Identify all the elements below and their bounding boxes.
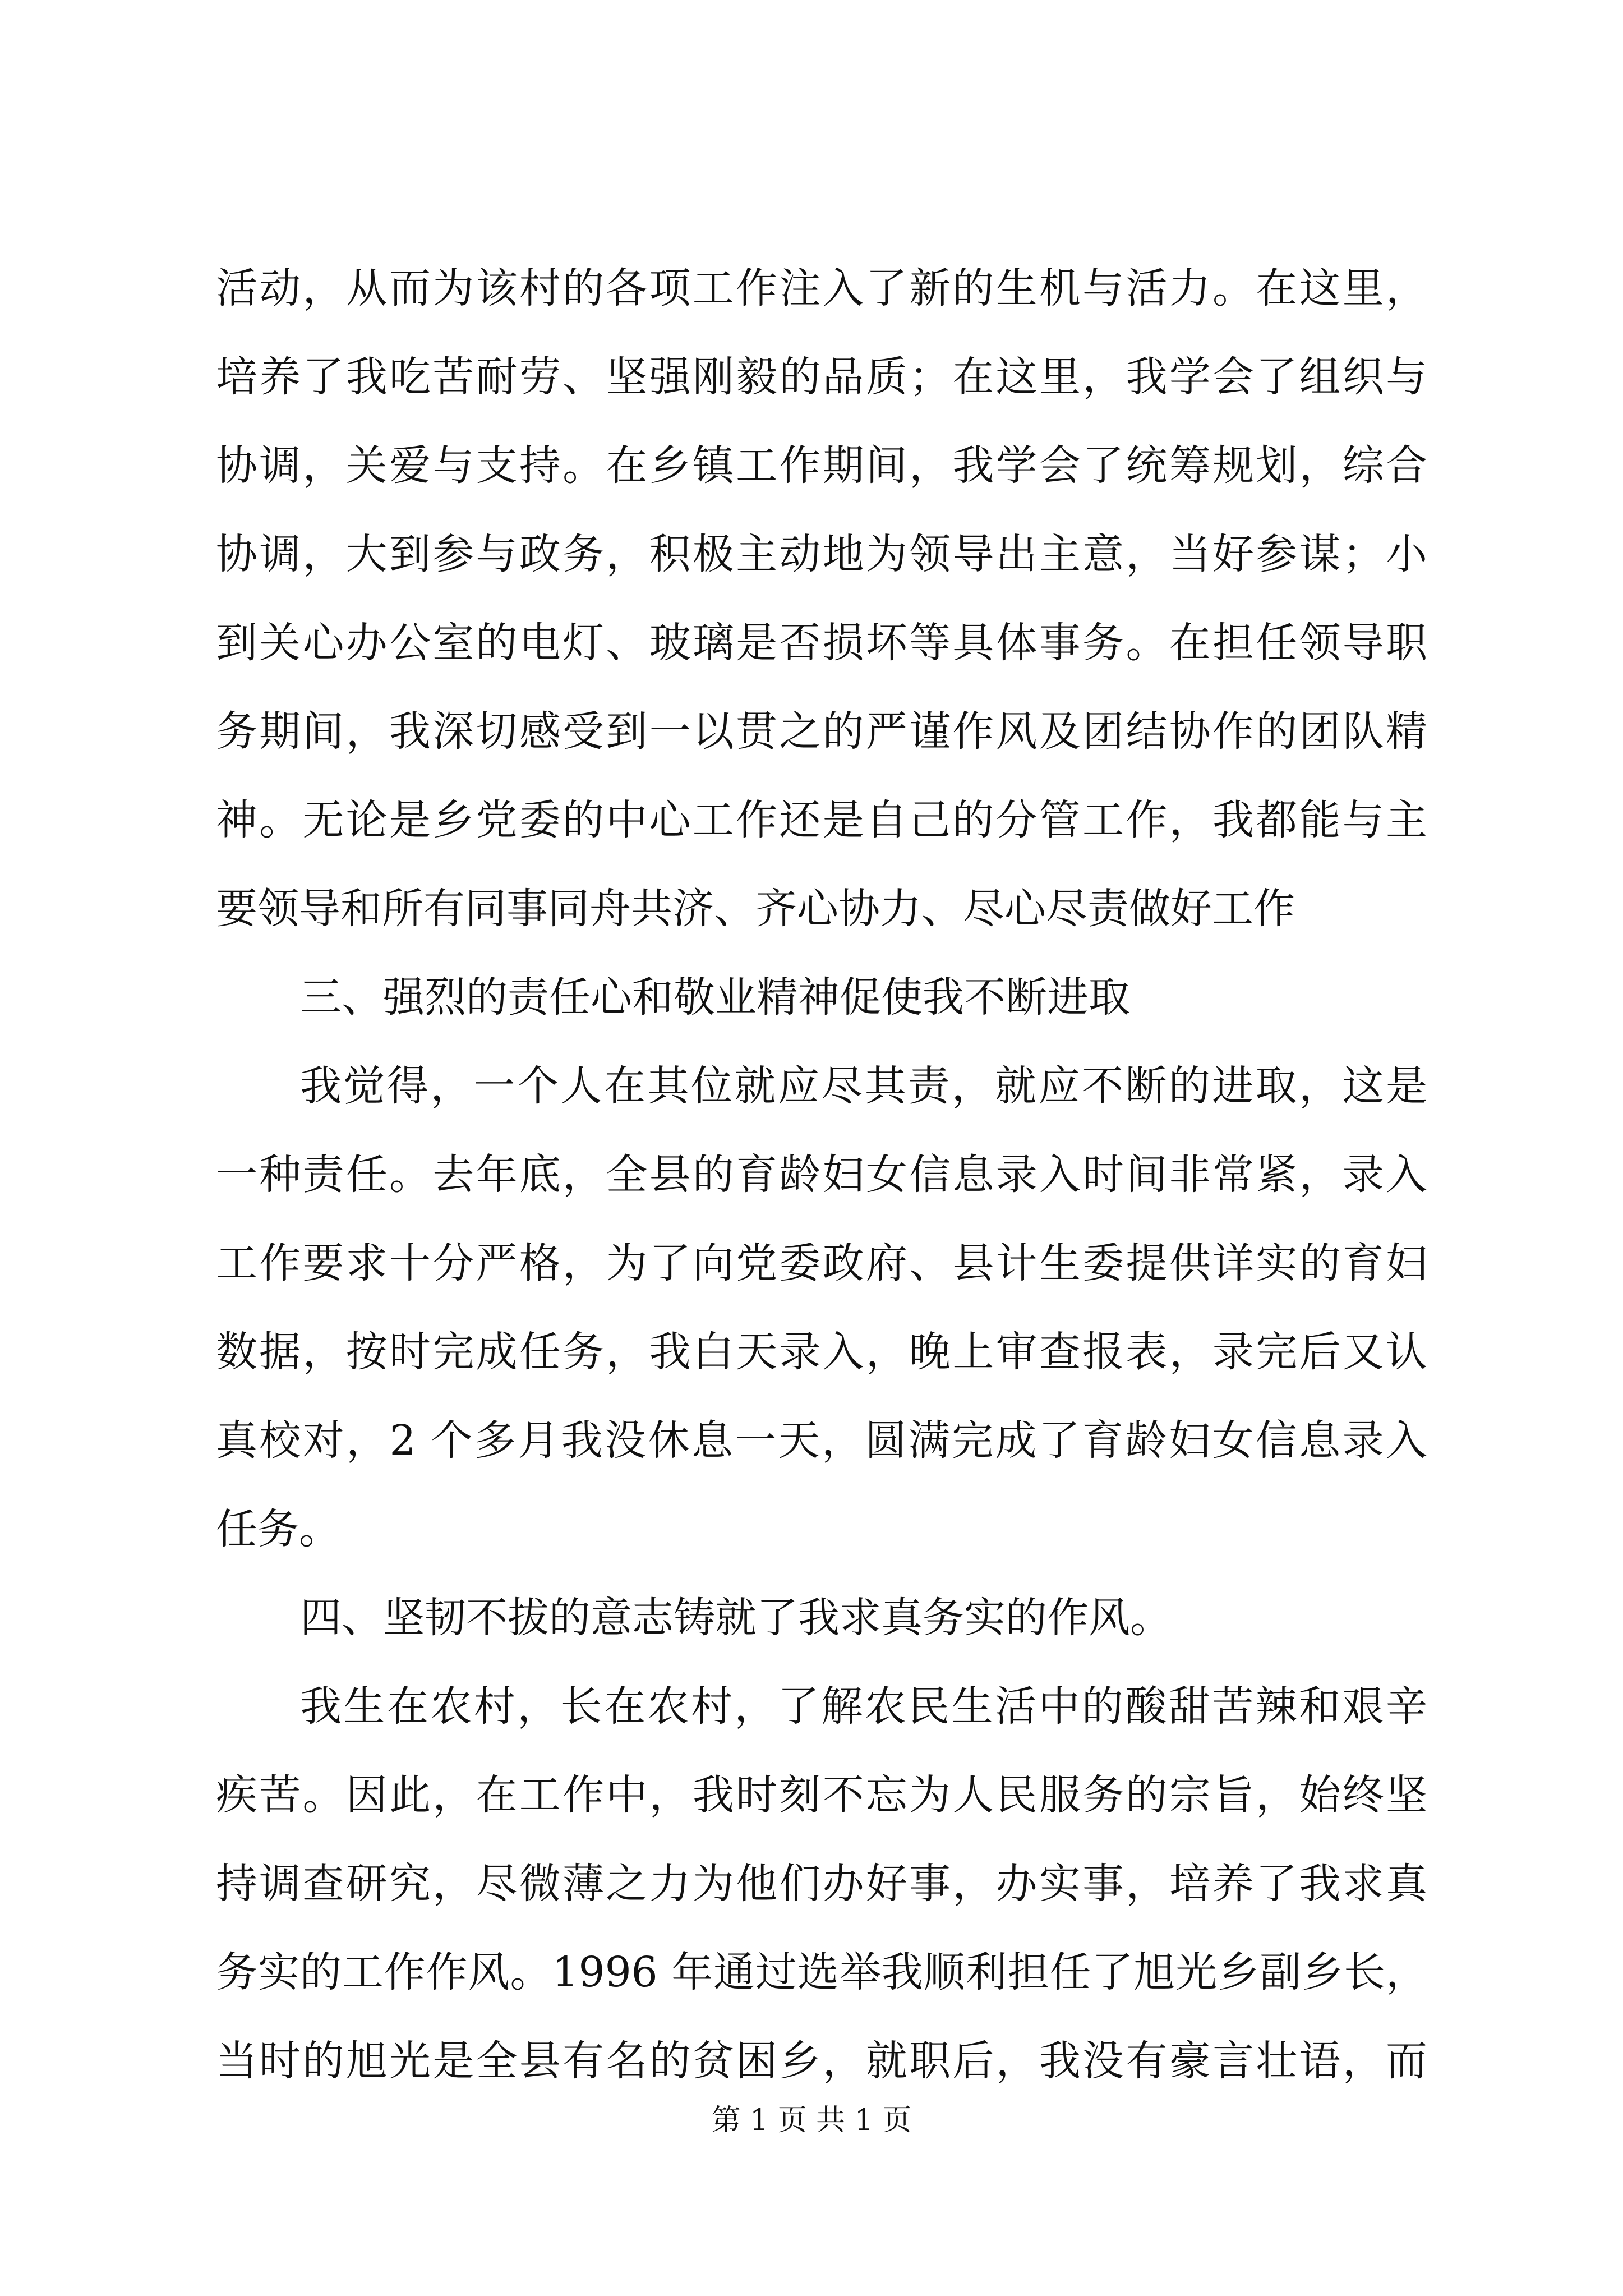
body-line: 协调，大到参与政务，积极主动地为领导出主意，当好参谋；小: [216, 530, 1427, 578]
body-line: 工作要求十分严格，为了向党委政府、县计生委提供详实的育妇: [216, 1239, 1427, 1287]
body-line: 疾苦。因此，在工作中，我时刻不忘为人民服务的宗旨，始终坚: [216, 1771, 1427, 1819]
body-line: 当时的旭光是全县有名的贫困乡，就职后，我没有豪言壮语，而: [216, 2037, 1427, 2085]
document-body: [216, 244, 1427, 2105]
body-line: 我觉得，一个人在其位就应尽其责，就应不断的进取，这是: [300, 1062, 1427, 1110]
section-heading: 三、强烈的责任心和敬业精神促使我不断进取: [300, 973, 1130, 1022]
body-line: 一种责任。去年底，全县的育龄妇女信息录入时间非常紧，录入: [216, 1151, 1427, 1199]
body-line: 我生在农村，长在农村，了解农民生活中的酸甜苦辣和艰辛: [300, 1682, 1427, 1731]
section-heading: 四、坚韧不拔的意志铸就了我求真务实的作风。: [300, 1594, 1172, 1642]
body-line: 数据，按时完成任务，我白天录入，晚上审查报表，录完后又认: [216, 1328, 1427, 1376]
body-line: 培养了我吃苦耐劳、坚强刚毅的品质；在这里，我学会了组织与: [216, 353, 1427, 401]
body-line: 务实的工作作风。1996 年通过选举我顺利担任了旭光乡副乡长，: [216, 1948, 1427, 1996]
body-line: 持调查研究，尽微薄之力为他们办好事，办实事，培养了我求真: [216, 1860, 1427, 1908]
body-line: 务期间，我深切感受到一以贯之的严谨作风及团结协作的团队精: [216, 707, 1427, 756]
body-line: 活动，从而为该村的各项工作注入了新的生机与活力。在这里，: [216, 264, 1427, 312]
body-line: 真校对，2 个多月我没休息一天，圆满完成了育龄妇女信息录入: [216, 1416, 1427, 1465]
body-line: 任务。: [216, 1505, 340, 1553]
body-line: 协调，关爱与支持。在乡镇工作期间，我学会了统筹规划，综合: [216, 441, 1427, 490]
body-line: 到关心办公室的电灯、玻璃是否损坏等具体事务。在担任领导职: [216, 619, 1427, 667]
body-line: 要领导和所有同事同舟共济、齐心协力、尽心尽责做好工作: [216, 885, 1295, 933]
body-line: 神。无论是乡党委的中心工作还是自己的分管工作，我都能与主: [216, 796, 1427, 844]
page-number-footer: 第 1 页 共 1 页: [711, 2104, 912, 2137]
